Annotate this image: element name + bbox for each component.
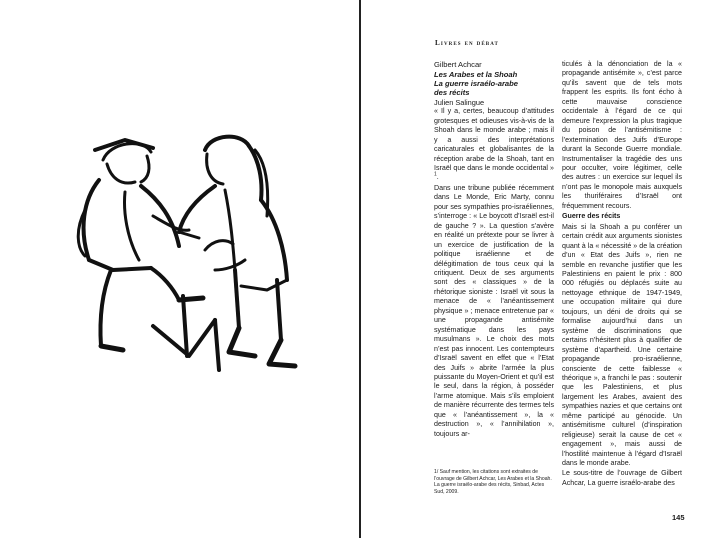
column-1	[434, 60, 554, 440]
right-page	[361, 0, 720, 538]
footnote-ref[interactable]: 1	[434, 172, 437, 179]
reviewer-name: Julien Salingue	[434, 97, 485, 107]
column-2-paragraph: Le sous-titre de l’ouvrage de Gilbert Achcar, La guerre israélo-arabe des	[562, 469, 682, 487]
section-title: Livres en débat	[435, 39, 499, 47]
page-number: 145	[672, 513, 685, 522]
column-2	[562, 60, 682, 489]
quote-paragraph: « Il y a, certes, beaucoup d’attitudes grotesques et odieuses vis-à-vis de la Shoah dans le monde arabe ; mais il y a aussi des interprétations caricaturales et globalisantes de la réception arabe de la Shoah, tant en Israël que dans le monde occidental »	[434, 107, 554, 172]
subheading: Guerre des récits	[562, 212, 621, 221]
book-title	[434, 70, 554, 98]
book-title-line-2: La guerre israélo-arabe	[434, 79, 518, 88]
column-2-paragraph: Mais si la Shoah a pu conférer un certain crédit aux arguments sionistes quant à la « nécessité » de la création d’un « Etat des Juifs », rien ne semble en revanche justifier que les Palestiniens en paient le prix : 800 000 réfugiés ou déplacés suite au nettoyage ethnique de 1947-1949, une occupation militaire qui dure toujours, un déni de droits qui se formalise aujourd’hui dans un système de discriminations que certains n’hésitent plus à qualifier de système d’apartheid. Une certaine propagande pro-israélienne, consciente de cette faiblesse « théorique », a franchi le pas : soutenir que les Palestiniens, et plus largement les Arabes, avaient des sympathies nazies et que certains ont même participé au génocide. Un antisémitisme culturel (d’inspiration religieuse) serait la cause de cet « engagement », mais aussi de l’hostilité maintenue à l’égard d’Israël dans le monde arabe.	[562, 222, 682, 468]
column-2-body	[562, 60, 682, 488]
column-1-body	[434, 107, 554, 439]
stool-lines	[153, 296, 219, 370]
right-figure	[179, 137, 295, 366]
book-title-line-3: des récits	[434, 88, 470, 98]
book-title-line-1: Les Arabes et la Shoah	[434, 69, 518, 79]
column-1-paragraph: Dans une tribune publiée récemment dans Le Monde, Eric Marty, connu pour ses sympathies pro-israéliennes, s’interroge : « Le boycott d’Israël est-il de gauche ? ». La question s’avère en réalité un prétexte pour se livrer à un exercice de justification de la politique israélienne et de délégitimation de tous ceux qui la critiquent. Deux de ses arguments sont des « classiques » de la rhétorique sioniste : Israël vit sous la menace de « l’anéantissement physique » ; menace entretenue par « une propagande antisémite systématique dans les pays musulmans ». Le choix des mots n’est pas innocent. Les contempteurs d’Israël savent en effet que « l’Etat des Juifs » abrite l’armée la plus puissante du Moyen-Orient et qu’il est le seul, dans la région, à posséder l’arme atomique. Mais s’ils emploient de manière récurrente des termes tels que « l’anéantissement », la « destruction », « l’annihilation », toujours ar-	[434, 183, 554, 438]
column-1-paragraph: « Il y a, certes, beaucoup d’attitudes grotesques et odieuses vis-à-vis de la Shoah dans le monde arabe ; mais il y a aussi des interprétations caricaturales et globalisantes de la réception arabe de la Shoah, tant en Israël que dans le monde occidental » $^1$.	[434, 107, 554, 182]
book-author: Gilbert Achcar	[434, 60, 482, 69]
column-2-paragraph: ticulés à la dénonciation de la « propagande antisémite », c’est parce qu’ils savent que de tels mots frappent les esprits. Ils font écho à cette mauvaise conscience occidentale à l’égard de ce qui demeure l’expression la plus tragique du poison de l’antisémitisme : l’extermination des Juifs d’Europe durant la Seconde Guerre mondiale. Instrumentaliser la tragédie des uns pour occulter, voire légitimer, celle des autres : un exercice sur lequel ils n’ont pas le monopole mais auxquels les thuriféraires d’Israël ont fréquemment recours.	[562, 60, 682, 210]
footnote: 1/ Sauf mention, les citations sont extraites de l’ouvrage de Gilbert Achcar, Les Arabes et la Shoah. La guerre israélo-arabe des récits, Sinbad, Actes Sud, 2009.	[434, 469, 552, 495]
ink-illustration-two-figures	[55, 120, 315, 400]
